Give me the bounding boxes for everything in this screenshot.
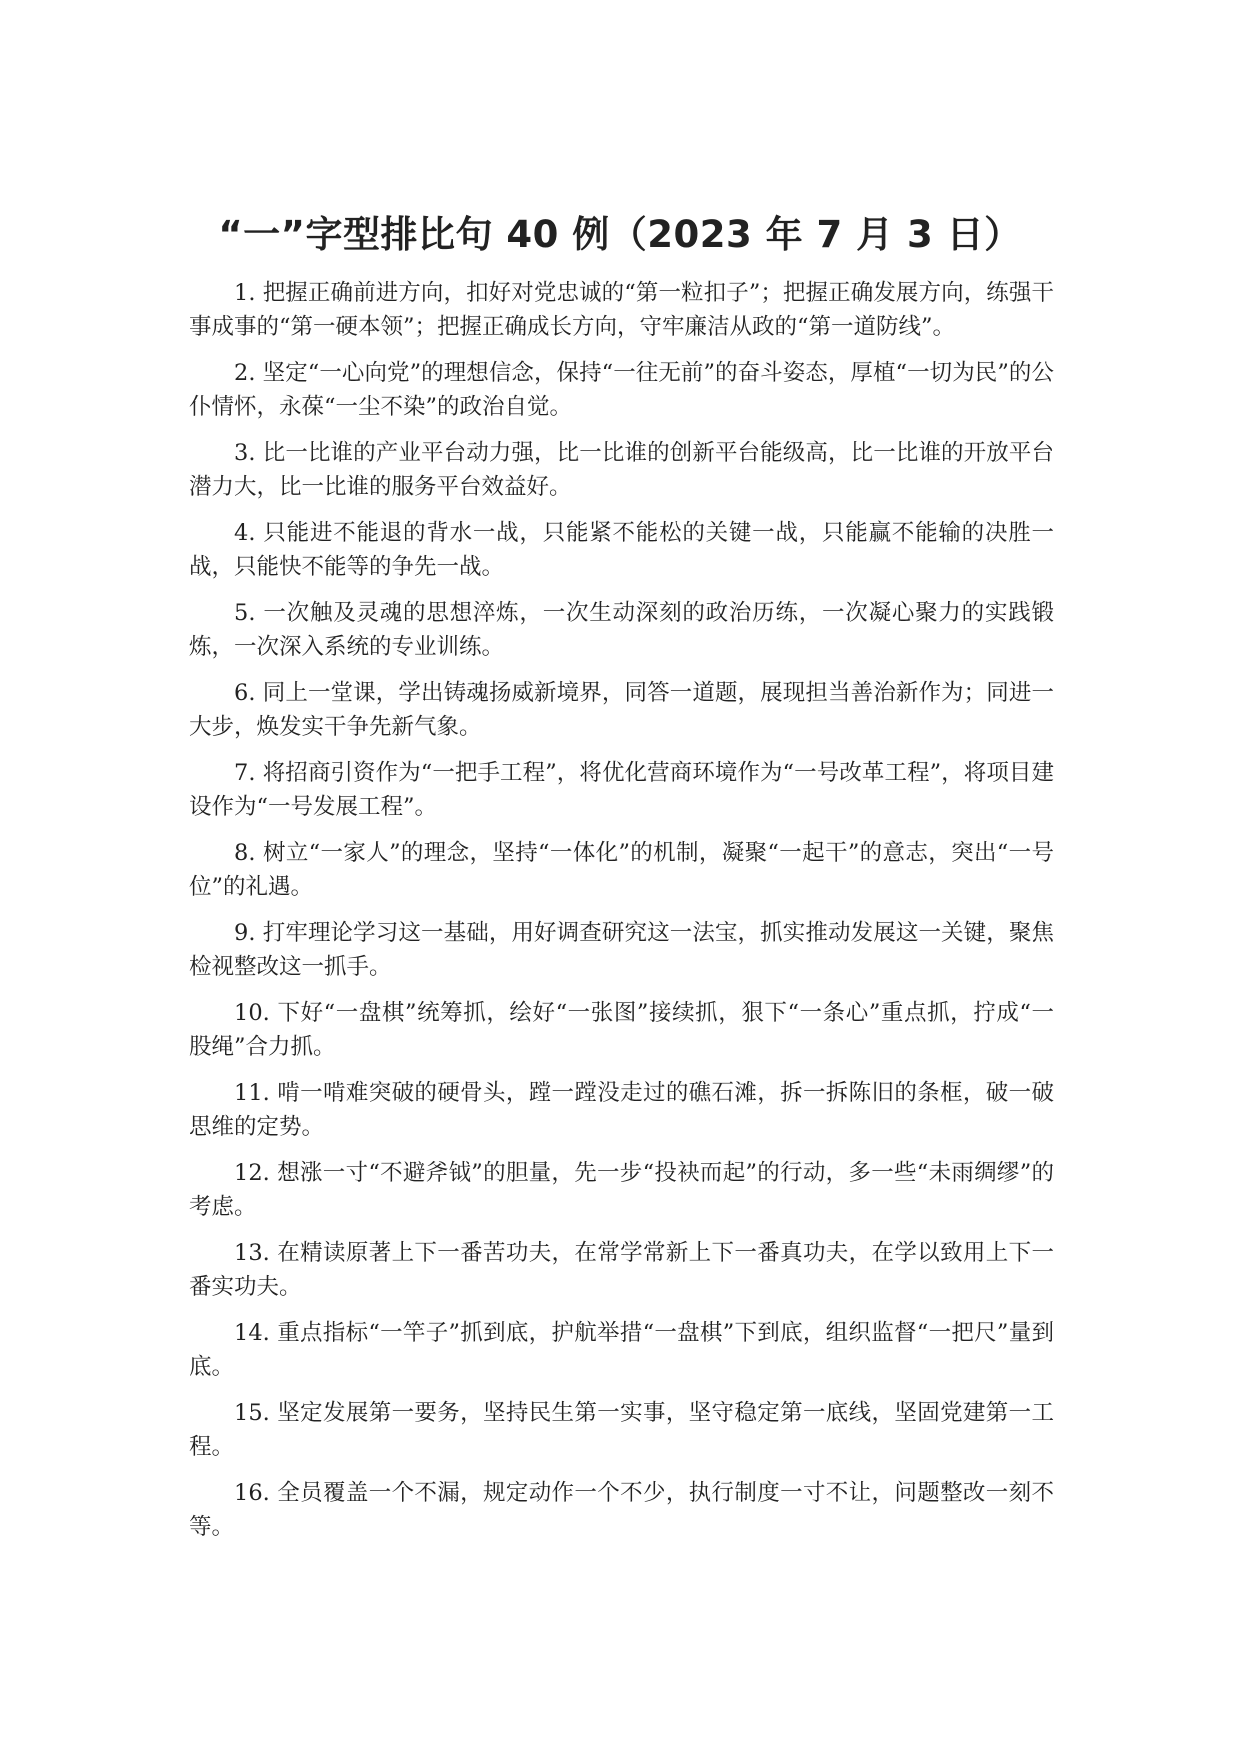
paragraph-13: 13. 在精读原著上下一番苦功夫，在常学常新上下一番真功夫，在学以致用上下一番实功夫。 xyxy=(189,1240,1054,1300)
paragraph-15: 15. 坚定发展第一要务，坚持民生第一实事，坚守稳定第一底线，坚固党建第一工程。 xyxy=(189,1400,1054,1460)
paragraph-2: 2. 坚定“一心向党”的理想信念，保持“一往无前”的奋斗姿态，厚植“一切为民”的公仆情怀，永葆“一尘不染”的政治自觉。 xyxy=(189,360,1054,420)
paragraph-5: 5. 一次触及灵魂的思想淬炼，一次生动深刻的政治历练，一次凝心聚力的实践锻炼，一次深入系统的专业训练。 xyxy=(189,600,1054,660)
paragraph-7: 7. 将招商引资作为“一把手工程”，将优化营商环境作为“一号改革工程”，将项目建设作为“一号发展工程”。 xyxy=(189,760,1054,820)
paragraph-9: 9. 打牢理论学习这一基础，用好调查研究这一法宝，抓实推动发展这一关键，聚焦检视整改这一抓手。 xyxy=(189,920,1054,980)
paragraph-3: 3. 比一比谁的产业平台动力强，比一比谁的创新平台能级高，比一比谁的开放平台潜力大，比一比谁的服务平台效益好。 xyxy=(189,440,1054,500)
paragraph-1: 1. 把握正确前进方向，扣好对党忠诚的“第一粒扣子”；把握正确发展方向，练强干事成事的“第一硬本领”；把握正确成长方向，守牢廉洁从政的“第一道防线”。 xyxy=(189,280,1054,340)
paragraph-14: 14. 重点指标“一竿子”抓到底，护航举措“一盘棋”下到底，组织监督“一把尺”量到底。 xyxy=(189,1320,1054,1380)
paragraph-10: 10. 下好“一盘棋”统筹抓，绘好“一张图”接续抓，狠下“一条心”重点抓，拧成“一股绳”合力抓。 xyxy=(189,1000,1054,1060)
document-body xyxy=(189,276,1054,1556)
paragraph-12: 12. 想涨一寸“不避斧钺”的胆量，先一步“投袂而起”的行动，多一些“未雨绸缪”的考虑。 xyxy=(189,1160,1054,1220)
document-title: “一”字型排比句 40 例（2023 年 7 月 3 日） xyxy=(218,213,1022,256)
paragraph-6: 6. 同上一堂课，学出铸魂扬威新境界，同答一道题，展现担当善治新作为；同进一大步，焕发实干争先新气象。 xyxy=(189,680,1054,740)
paragraph-4: 4. 只能进不能退的背水一战，只能紧不能松的关键一战，只能赢不能输的决胜一战，只能快不能等的争先一战。 xyxy=(189,520,1054,580)
paragraph-8: 8. 树立“一家人”的理念，坚持“一体化”的机制，凝聚“一起干”的意志，突出“一号位”的礼遇。 xyxy=(189,840,1054,900)
paragraph-11: 11. 啃一啃难突破的硬骨头，蹚一蹚没走过的礁石滩，拆一拆陈旧的条框，破一破思维的定势。 xyxy=(189,1080,1054,1140)
paragraph-16: 16. 全员覆盖一个不漏，规定动作一个不少，执行制度一寸不让，问题整改一刻不等。 xyxy=(189,1480,1054,1540)
